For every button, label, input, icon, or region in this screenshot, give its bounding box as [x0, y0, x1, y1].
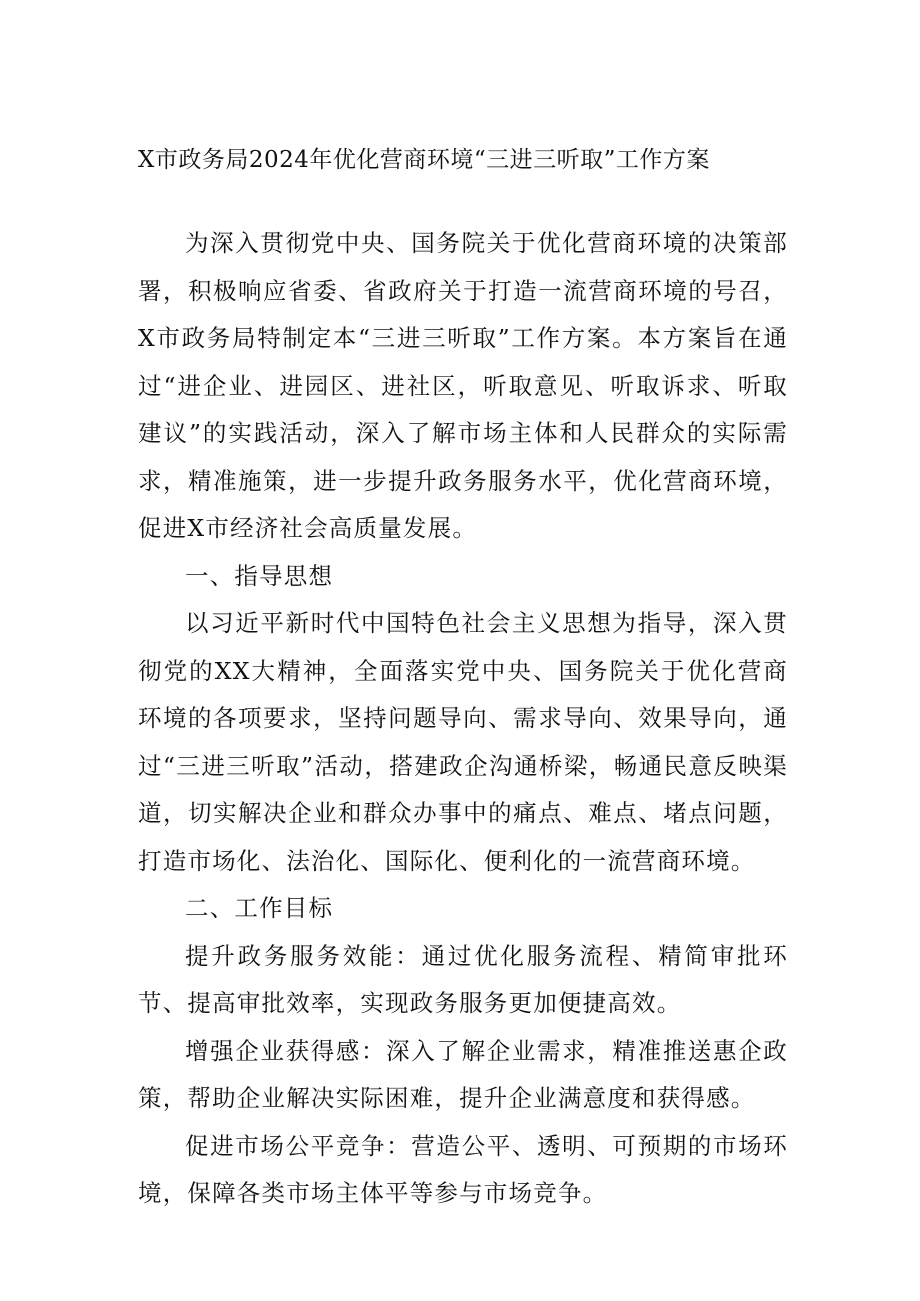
work-goal-paragraph: 提升政务服务效能：通过优化服务流程、精简审批环节、提高审批效率，实现政务服务更加便捷高效。 [138, 941, 788, 1017]
guiding-thought-paragraph: 以习近平新时代中国特色社会主义思想为指导，深入贯彻党的XX大精神，全面落实党中央、国务院关于优化营商环境的各项要求，坚持问题导向、需求导向、效果导向，通过“三进三听取”活动，搭建政企沟通桥梁，畅通民意反映渠道，切实解决企业和群众办事中的痛点、难点、堵点问题，打造市场化、法治化、国际化、便利化的一流营商环境。 [138, 609, 788, 875]
work-goal-paragraph: 促进市场公平竞争：营造公平、透明、可预期的市场环境，保障各类市场主体平等参与市场竞争。 [138, 1131, 788, 1207]
section-heading-guiding-thought: 一、指导思想 [185, 561, 334, 590]
intro-paragraph: 为深入贯彻党中央、国务院关于优化营商环境的决策部署，积极响应省委、省政府关于打造一流营商环境的号召，X市政务局特制定本“三进三听取”工作方案。本方案旨在通过“进企业、进园区、进社区，听取意见、听取诉求、听取建议”的实践活动，深入了解市场主体和人民群众的实际需求，精准施策，进一步提升政务服务水平，优化营商环境，促进X市经济社会高质量发展。 [138, 229, 788, 542]
document-title: X市政务局2024年优化营商环境“三进三听取”工作方案 [138, 147, 710, 173]
section-heading-work-goals: 二、工作目标 [185, 894, 334, 922]
document-body [138, 220, 788, 1218]
work-goal-paragraph: 增强企业获得感：深入了解企业需求，精准推送惠企政策，帮助企业解决实际困难，提升企业满意度和获得感。 [138, 1036, 788, 1112]
